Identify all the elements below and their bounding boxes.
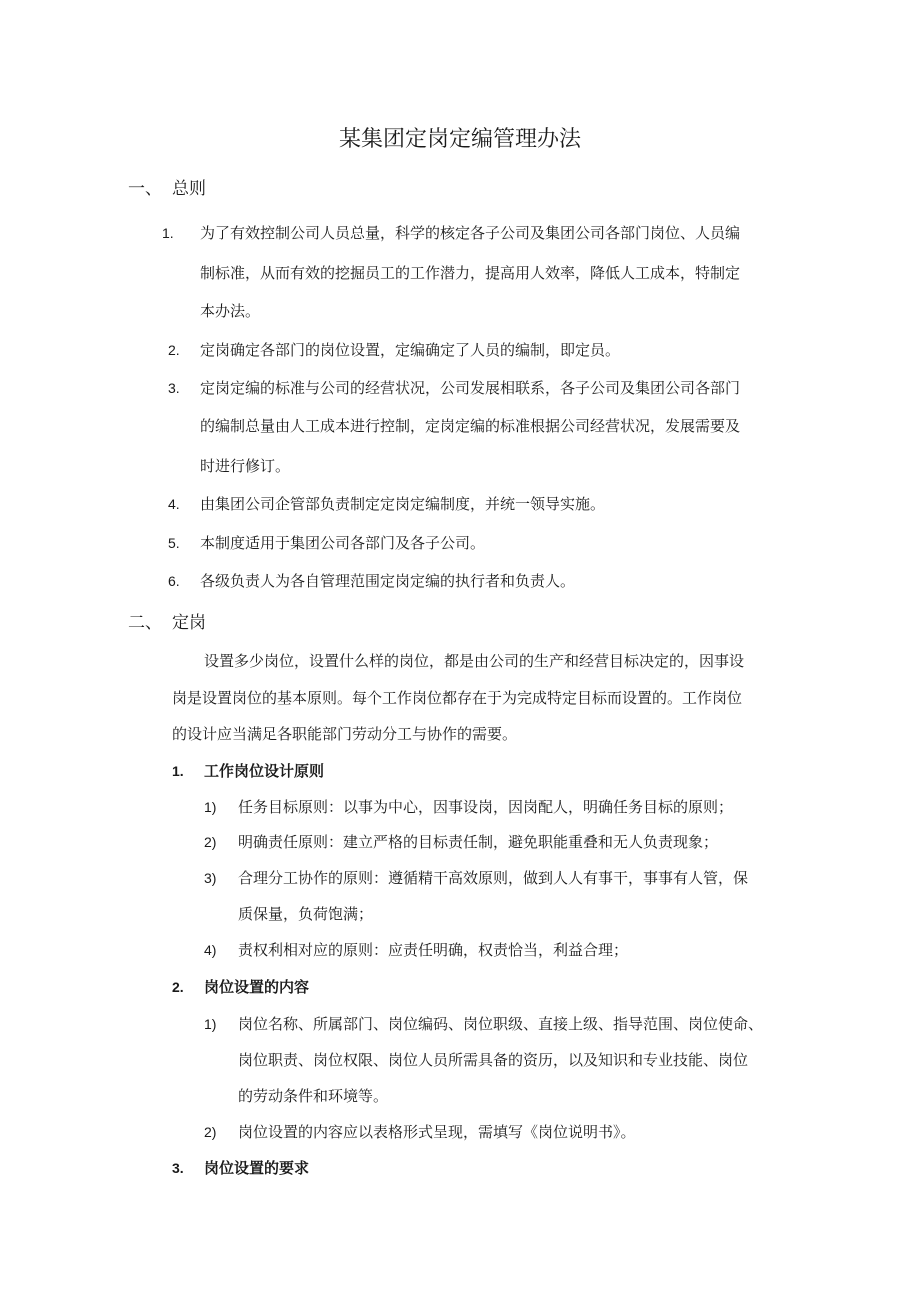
section-title: 总则: [172, 179, 206, 199]
section-title: 定岗: [172, 613, 206, 633]
subsection-title: 岗位设置的要求: [204, 1159, 310, 1177]
paragraph-line: 岗位职责、岗位权限、岗位人员所需具备的资历，以及知识和专业技能、岗位: [238, 1051, 749, 1069]
paragraph-line: 设置多少岗位，设置什么样的岗位，都是由公司的生产和经营目标决定的，因事设: [204, 652, 745, 670]
item-number: 2): [204, 1124, 217, 1140]
item-number: 1): [204, 799, 217, 815]
subsection-number: 3.: [172, 1160, 184, 1176]
paragraph-line: 明确责任原则：建立严格的目标责任制，避免职能重叠和无人负责现象；: [238, 833, 719, 851]
paragraph-line: 本制度适用于集团公司各部门及各子公司。: [200, 534, 486, 552]
paragraph-line: 合理分工协作的原则：遵循精干高效原则，做到人人有事干，事事有人管，保: [238, 869, 749, 887]
paragraph-line: 为了有效控制公司人员总量，科学的核定各子公司及集团公司各部门岗位、人员编: [200, 224, 741, 242]
paragraph-line: 岗位设置的内容应以表格形式呈现，需填写《岗位说明书》。: [238, 1123, 636, 1141]
section-number: 二、: [128, 613, 162, 633]
subsection-number: 2.: [172, 979, 184, 995]
item-number: 6.: [168, 573, 180, 589]
paragraph-line: 责权利相对应的原则：应责任明确，权责恰当，利益合理；: [238, 941, 629, 959]
item-number: 4.: [168, 496, 180, 512]
subsection-number: 1.: [172, 763, 184, 779]
item-number: 2): [204, 834, 217, 850]
paragraph-line: 制标准，从而有效的挖掘员工的工作潜力，提高用人效率，降低人工成本，特制定: [200, 264, 741, 282]
paragraph-line: 岗位名称、所属部门、岗位编码、岗位职级、直接上级、指导范围、岗位使命、: [238, 1015, 764, 1033]
paragraph-line: 的设计应当满足各职能部门劳动分工与协作的需要。: [172, 725, 518, 743]
paragraph-line: 时进行修订。: [200, 457, 291, 475]
paragraph-line: 定岗定编的标准与公司的经营状况，公司发展相联系，各子公司及集团公司各部门: [200, 379, 741, 397]
paragraph-line: 质保量，负荷饱满；: [238, 905, 374, 923]
section-heading-general: [128, 174, 206, 199]
paragraph-line: 岗是设置岗位的基本原则。每个工作岗位都存在于为完成特定目标而设置的。工作岗位: [172, 689, 743, 707]
item-number: 1): [204, 1016, 217, 1032]
item-number: 3.: [168, 380, 180, 396]
paragraph-line: 任务目标原则：以事为中心，因事设岗，因岗配人，明确任务目标的原则；: [238, 798, 734, 816]
paragraph-line: 定岗确定各部门的岗位设置，定编确定了人员的编制，即定员。: [200, 341, 621, 359]
paragraph-line: 的编制总量由人工成本进行控制，定岗定编的标准根据公司经营状况，发展需要及: [200, 417, 741, 435]
item-number: 3): [204, 870, 217, 886]
item-number: 5.: [168, 535, 180, 551]
section-heading-positions: [128, 608, 206, 633]
paragraph-line: 的劳动条件和环境等。: [238, 1087, 389, 1105]
paragraph-line: 各级负责人为各自管理范围定岗定编的执行者和负责人。: [200, 572, 576, 590]
paragraph-line: 本办法。: [200, 302, 261, 320]
subsection-title: 岗位设置的内容: [204, 978, 310, 996]
item-number: 2.: [168, 342, 180, 358]
item-number: 1.: [162, 225, 174, 241]
item-number: 4): [204, 942, 217, 958]
document-title: 某集团定岗定编管理办法: [338, 127, 581, 152]
paragraph-line: 由集团公司企管部负责制定定岗定编制度，并统一领导实施。: [200, 495, 606, 513]
subsection-title: 工作岗位设计原则: [204, 762, 325, 780]
section-number: 一、: [128, 179, 162, 199]
